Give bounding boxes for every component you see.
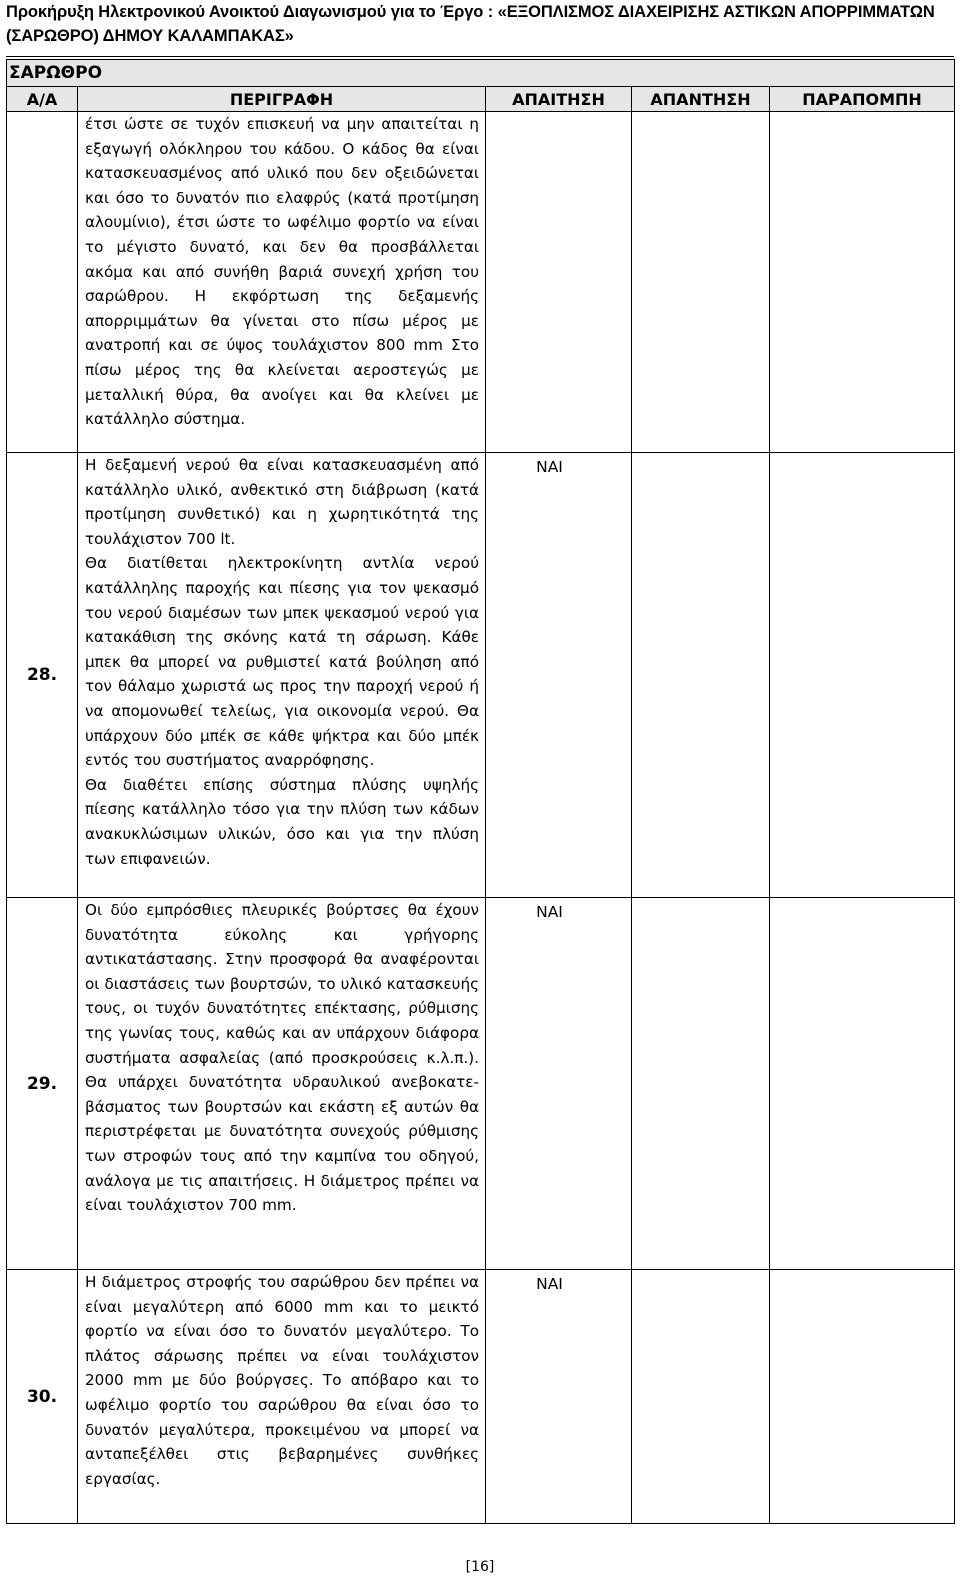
row-description bbox=[78, 1270, 486, 1524]
row-requirement bbox=[486, 1270, 632, 1524]
table-row bbox=[7, 898, 955, 1270]
requirement-value: ΝΑΙ bbox=[536, 903, 563, 921]
section-header-row bbox=[7, 60, 955, 87]
row-description bbox=[78, 453, 486, 898]
specification-table bbox=[6, 59, 955, 1524]
table-row bbox=[7, 1270, 955, 1524]
row-answer bbox=[632, 453, 770, 898]
row-requirement bbox=[486, 453, 632, 898]
requirement-value: ΝΑΙ bbox=[536, 458, 563, 476]
column-header-reference: ΠΑΡΑΠΟΜΠΗ bbox=[770, 87, 955, 112]
column-header-description: ΠΕΡΙΓΡΑΦΗ bbox=[78, 87, 486, 112]
document-header bbox=[6, 0, 954, 57]
row-reference bbox=[770, 112, 955, 453]
description-paragraph: Η διάμετρος στροφής του σαρώθρου δεν πρέπει να είναι μεγαλύτερη από 6000 mm και το μεικτό φορτίο να είναι όσο το δυνατόν μεγαλύτερο. Το πλάτος σάρωσης πρέπει να είναι τουλάχιστον 2000 mm με δύο βούργσες. Το απόβαρο και το ωφέλιμο φορτίο του σαρώθρου θα είναι όσο το δυνατόν μεγαλύτερα, προκειμένου να μπορεί να ανταπεξέλθει στις βεβαρημένες συνθήκες εργασίας. bbox=[85, 1273, 479, 1488]
row-answer bbox=[632, 112, 770, 453]
column-header-aa: Α/Α bbox=[7, 87, 78, 112]
row-number bbox=[7, 112, 78, 453]
row-requirement bbox=[486, 898, 632, 1270]
row-answer bbox=[632, 898, 770, 1270]
row-number: 28. bbox=[7, 453, 78, 898]
description-paragraph: Θα διατίθεται ηλεκτροκίνητη αντλία νερού κατάλληλης παροχής και πίεσης για τον ψεκασμό του νερού διαμέσων των μπεκ ψεκασμού νερού για κατακάθιση της σκόνης κατά τη σάρωση. Κάθε μπεκ θα μπορεί να ρυθμιστεί κατά βούληση από τον θάλαμο χωριστά ως προς την παροχή νερού ή να απομονωθεί τελείως, για οικονομία νερού. Θα υπάρχουν δύο μπέκ σε κάθε ψήκτρα και δύο μπέκ εντός του συστήματος αναρρόφησης. bbox=[85, 554, 479, 770]
row-answer bbox=[632, 1270, 770, 1524]
column-header-row bbox=[7, 87, 955, 112]
description-paragraph: Οι δύο εμπρόσθιες πλευρικές βούρτσες θα έχουν δυνατότητα εύκολης και γρήγορης αντικατάστασης. Στην προσφορά θα αναφέρονται οι διαστάσεις των βουρτσών, το υλικό κατασκευής τους, οι τυχόν δυνατότητες επέκτασης, ρύθμισης της γωνίας τους, καθώς και αν υπάρχουν διάφορα συστήματα ασφαλείας (από προσκρούσεις κ.λ.π.). Θα υπάρχει δυνατότητα υδραυλικού ανεβοκατε-βάσματος των βουρτσών και εκάστη εξ αυτών θα περιστρέφεται με δυνατότητα συνεχούς ρύθμισης των στροφών τους από την καμπίνα του οδηγού, ανάλογα με τις απαιτήσεις. Η διάμετρος πρέπει να είναι τουλάχιστον 700 mm. bbox=[85, 901, 479, 1215]
row-number: 29. bbox=[7, 898, 78, 1270]
row-reference bbox=[770, 453, 955, 898]
requirement-value: ΝΑΙ bbox=[536, 1275, 563, 1293]
description-paragraph: Θα διαθέτει επίσης σύστημα πλύσης υψηλής πίεσης κατάλληλο τόσο για την πλύση των κάδων ανακυκλώσιμων υλικών, όσο και για την πλύση των επιφανειών. bbox=[85, 775, 479, 868]
column-header-answer: ΑΠΑΝΤΗΣΗ bbox=[632, 87, 770, 112]
row-number: 30. bbox=[7, 1270, 78, 1524]
row-description bbox=[78, 112, 486, 453]
description-paragraph: έτσι ώστε σε τυχόν επισκευή να μην απαιτείται η εξαγωγή ολόκληρου του κάδου. Ο κάδος θα είναι κατασκευασμένος από υλικό που δεν οξειδώνεται και όσο το δυνατόν πιο ελαφρύς (κατά προτίμηση αλουμίνιο), έτσι ώστε το ωφέλιμο φορτίο να είναι το μέγιστο δυνατό, και δεν θα προσβάλλεται ακόμα και από συνήθη βαριά συνεχή χρήση του σαρώθρου. Η εκφόρτωση της δεξαμενής απορριμμάτων θα γίνεται στο πίσω μέρος με ανατροπή και σε ύψος τουλάχιστον 800 mm Στο πίσω μέρος της θα κλείνεται αεροστεγώς με μεταλλική θύρα, θα ανοίγει και θα κλείνει με κατάλληλο σύστημα. bbox=[85, 115, 479, 429]
row-reference bbox=[770, 898, 955, 1270]
document-title-line-1: Προκήρυξη Ηλεκτρονικού Ανοικτού Διαγωνισμού για το Έργο : «ΕΞΟΠΛΙΣΜΟΣ ΔΙΑΧΕΙΡΙΣΗΣ ΑΣΤΙΚΩΝ ΑΠΟΡΡΙΜΜΑΤΩΝ bbox=[6, 3, 935, 21]
table-row bbox=[7, 453, 955, 898]
column-header-requirement: ΑΠΑΙΤΗΣΗ bbox=[486, 87, 632, 112]
table-row bbox=[7, 112, 955, 453]
row-requirement bbox=[486, 112, 632, 453]
row-description bbox=[78, 898, 486, 1270]
description-paragraph: Η δεξαμενή νερού θα είναι κατασκευασμένη από κατάλληλο υλικό, ανθεκτικό στη διάβρωση (κατά προτίμηση συνθετικό) και η χωρητικότητά της τουλάχιστον 700 lt. bbox=[85, 456, 479, 548]
document-title-line-2: (ΣΑΡΩΘΡΟ) ΔΗΜΟΥ ΚΑΛΑΜΠΑΚΑΣ» bbox=[6, 27, 294, 45]
section-title: ΣΑΡΩΘΡΟ bbox=[7, 60, 955, 87]
page-number: [16] bbox=[465, 1559, 495, 1575]
row-reference bbox=[770, 1270, 955, 1524]
